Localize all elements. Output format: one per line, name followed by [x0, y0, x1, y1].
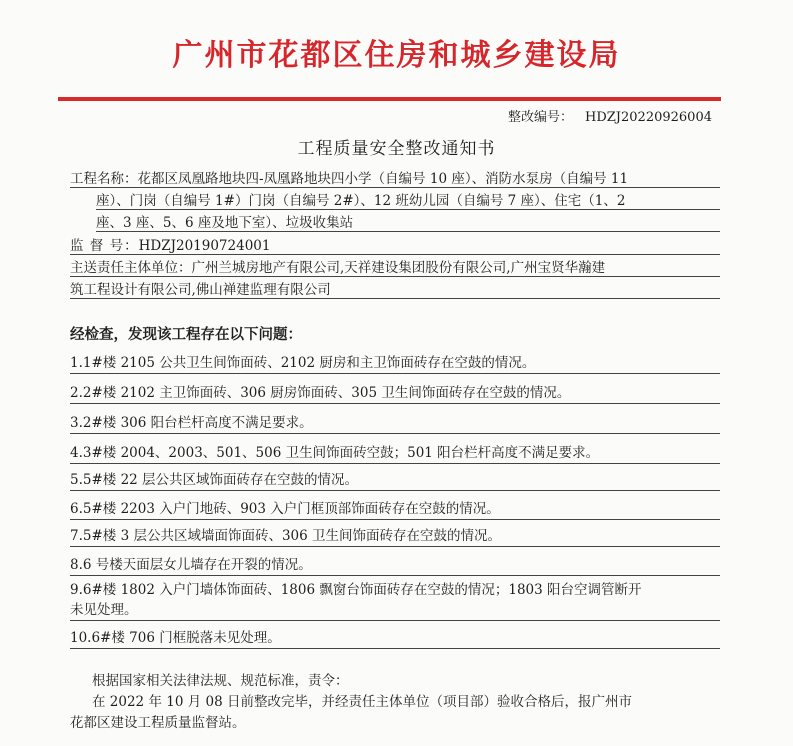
issue-item: 3.2#楼 306 阳台栏杆高度不满足要求。	[70, 411, 720, 434]
doc-number-value: HDZJ20220926004	[585, 110, 712, 125]
project-text-1: 花都区凤凰路地块四-凤凰路地块四小学（自编号 10 座）、消防水泵房（自编号 11	[137, 171, 629, 187]
supervision-value: HDZJ20190724001	[138, 238, 271, 254]
supervision-label: 监 督 号：	[70, 238, 139, 254]
issue-item: 6.5#楼 2203 入户门地砖、903 入户门框顶部饰面砖存在空鼓的情况。	[70, 497, 720, 520]
issue-item: 9.6#楼 1802 入户门墙体饰面砖、1806 飘窗台饰面砖存在空鼓的情况；1803 阳台空调管断开	[70, 582, 642, 598]
responsible-line-1	[70, 256, 720, 277]
issue-item-continued: 未见处理。	[70, 598, 720, 621]
inspection-heading: 经检查，发现该工程存在以下问题：	[70, 326, 302, 343]
issue-item: 10.6#楼 706 门框脱落未见处理。	[70, 626, 720, 649]
issue-item: 5.5#楼 22 层公共区域饰面砖存在空鼓的情况。	[70, 468, 720, 491]
supervision-line	[70, 234, 720, 255]
document-title: 工程质量安全整改通知书	[297, 139, 496, 159]
responsible-text-2: 筑工程设计有限公司,佛山禅建监理有限公司	[70, 282, 331, 298]
responsible-line-2	[70, 278, 720, 299]
project-text-3: 座、3 座、5、6 座及地下室）、垃圾收集站	[96, 215, 354, 231]
project-line-1	[70, 167, 720, 188]
project-line-3	[96, 211, 720, 232]
responsible-label: 主送责任主体单位：	[70, 260, 192, 276]
project-label: 工程名称：	[70, 171, 138, 187]
project-line-2	[96, 189, 720, 210]
issue-item: 2.2#楼 2102 主卫饰面砖、306 厨房饰面砖、305 卫生间饰面砖存在空鼓的情况。	[70, 381, 720, 404]
closing-line-2: 在 2022 年 10 月 08 日前整改完毕，并经责任主体单位（项目部）验收合格后，报广州市	[92, 694, 632, 710]
doc-number-label: 整改编号：	[507, 110, 573, 125]
closing-line-1: 根据国家相关法律法规、规范标准，责令：	[92, 673, 349, 689]
responsible-text-1: 广州兰城房地产有限公司,天祥建设集团股份有限公司,广州宝贤华瀚建	[191, 260, 606, 276]
doc-number	[0, 106, 712, 125]
issue-item: 8.6 号楼天面层女儿墙存在开裂的情况。	[70, 553, 720, 576]
issue-item: 1.1#楼 2105 公共卫生间饰面砖、2102 厨房和主卫饰面砖存在空鼓的情况。	[70, 351, 720, 374]
red-divider	[58, 97, 721, 101]
closing-line-3: 花都区建设工程质量监督站。	[70, 715, 246, 731]
issue-item: 4.3#楼 2004、2003、501、506 卫生间饰面砖空鼓；501 阳台栏杆高度不满足要求。	[70, 441, 720, 464]
org-title: 广州市花都区住房和城乡建设局	[172, 38, 621, 73]
project-text-2: 座）、门岗（自编号 1#）门岗（自编号 2#）、12 班幼儿园（自编号 7 座）、住宅（1、2	[96, 193, 626, 209]
issue-item: 7.5#楼 3 层公共区域墙面饰面砖、306 卫生间饰面砖存在空鼓的情况。	[70, 524, 720, 547]
